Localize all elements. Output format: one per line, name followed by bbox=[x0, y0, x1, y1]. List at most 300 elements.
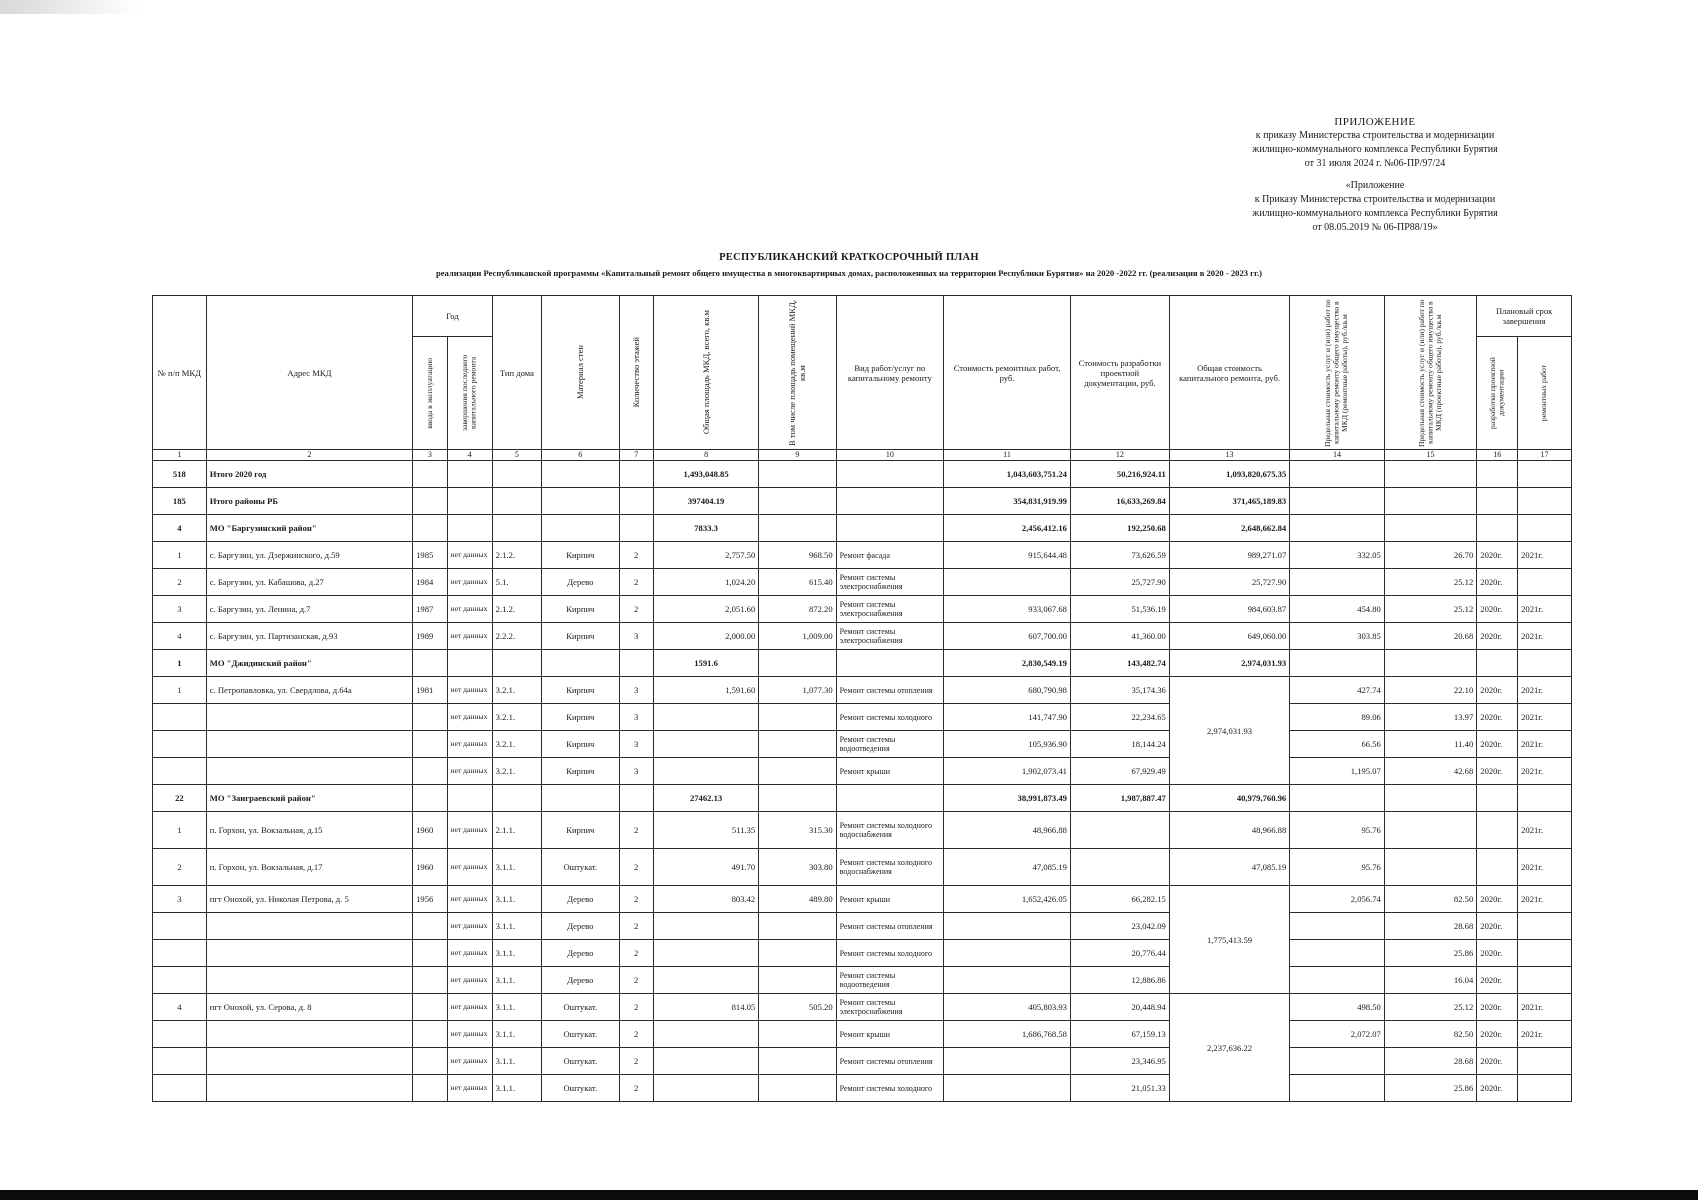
table-row bbox=[153, 1021, 1572, 1048]
cell-work-type: Ремонт системы водоотведения bbox=[836, 967, 943, 994]
cell-year-last-repair: нет данных bbox=[447, 623, 492, 650]
cell-design-cost bbox=[1070, 849, 1169, 886]
cell-deadline-design: 2020г. bbox=[1477, 758, 1518, 785]
cell-limit-design: 22.10 bbox=[1384, 677, 1476, 704]
cell-deadline-design: 2020г. bbox=[1477, 1048, 1518, 1075]
cell-deadline-design: 2020г. bbox=[1477, 542, 1518, 569]
cell-design-cost: 67,929.49 bbox=[1070, 758, 1169, 785]
column-number: 5 bbox=[492, 450, 541, 461]
cell-limit-design: 11.40 bbox=[1384, 731, 1476, 758]
cell-limit-repair: 498.50 bbox=[1290, 994, 1385, 1021]
cell-wall-material: Кирпич bbox=[542, 731, 619, 758]
cell-design-cost: 50,216,924.11 bbox=[1070, 461, 1169, 488]
cell-design-cost: 12,886.86 bbox=[1070, 967, 1169, 994]
cell-work-type: Ремонт системы отопления bbox=[836, 913, 943, 940]
cell-limit-repair: 2,072.07 bbox=[1290, 1021, 1385, 1048]
cell-total-area: 1591.6 bbox=[653, 650, 758, 677]
cell-wall-material: Оштукат. bbox=[542, 994, 619, 1021]
table-row bbox=[153, 940, 1572, 967]
cell-floors: 2 bbox=[619, 967, 653, 994]
cell-year-last-repair: нет данных bbox=[447, 967, 492, 994]
cell-work-type: Ремонт крыши bbox=[836, 758, 943, 785]
cell-year-last-repair: нет данных bbox=[447, 677, 492, 704]
cell-limit-design: 25.86 bbox=[1384, 940, 1476, 967]
cell-total-cost: 25,727.90 bbox=[1169, 569, 1289, 596]
cell-repair-cost: 405,803.93 bbox=[944, 994, 1071, 1021]
cell-house-type: 3.2.1. bbox=[492, 758, 541, 785]
cell-work-type: Ремонт системы электроснабжения bbox=[836, 596, 943, 623]
cell-deadline-repair: 2021г. bbox=[1518, 623, 1572, 650]
cell-premises-area: 615.40 bbox=[759, 569, 836, 596]
column-number: 14 bbox=[1290, 450, 1385, 461]
cell-limit-design bbox=[1384, 812, 1476, 849]
cell-deadline-design bbox=[1477, 849, 1518, 886]
table-row bbox=[153, 731, 1572, 758]
cell-house-type: 3.1.1. bbox=[492, 1021, 541, 1048]
cell-total-cost: 2,974,031.93 bbox=[1169, 677, 1289, 785]
cell-year-commission: 1984 bbox=[413, 569, 447, 596]
cell-design-cost: 25,727.90 bbox=[1070, 569, 1169, 596]
cell-year-last-repair: нет данных bbox=[447, 596, 492, 623]
cell-total-area: 2,051.60 bbox=[653, 596, 758, 623]
cell-num: 1 bbox=[153, 650, 207, 677]
cell-design-cost: 20,776.44 bbox=[1070, 940, 1169, 967]
table-row bbox=[153, 1075, 1572, 1102]
cell-total-area: 1,591.60 bbox=[653, 677, 758, 704]
cell-premises-area: 872.20 bbox=[759, 596, 836, 623]
cell-year-last-repair: нет данных bbox=[447, 913, 492, 940]
header-year-commission: ввода в эксплуатацию bbox=[424, 357, 434, 429]
cell-year-last-repair: нет данных bbox=[447, 812, 492, 849]
header-wall-material: Материал стен bbox=[575, 345, 586, 400]
cell-work-type: Ремонт системы отопления bbox=[836, 1048, 943, 1075]
cell-work-type: Ремонт системы холодного bbox=[836, 1075, 943, 1102]
header-year: Год bbox=[413, 296, 493, 337]
appendix-line: от 31 июля 2024 г. №06-ПР/97/24 bbox=[1304, 158, 1446, 169]
cell-house-type: 2.1.1. bbox=[492, 812, 541, 849]
cell-wall-material: Дерево bbox=[542, 940, 619, 967]
cell-limit-design: 82.50 bbox=[1384, 886, 1476, 913]
cell-total-area: 397404.19 bbox=[653, 488, 758, 515]
column-number: 13 bbox=[1169, 450, 1289, 461]
cell-address: с. Баргузин, ул. Партизанская, д.93 bbox=[206, 623, 412, 650]
previous-appendix-title: «Приложение bbox=[1345, 180, 1405, 191]
cell-total-cost: 989,271.07 bbox=[1169, 542, 1289, 569]
cell-wall-material: Кирпич bbox=[542, 758, 619, 785]
cell-limit-repair: 89.06 bbox=[1290, 704, 1385, 731]
cell-wall-material: Дерево bbox=[542, 886, 619, 913]
cell-work-type: Ремонт системы холодного водоснабжения bbox=[836, 812, 943, 849]
cell-wall-material: Оштукат. bbox=[542, 1021, 619, 1048]
column-number: 15 bbox=[1384, 450, 1476, 461]
cell-wall-material: Кирпич bbox=[542, 812, 619, 849]
cell-floors: 2 bbox=[619, 1048, 653, 1075]
cell-deadline-design: 2020г. bbox=[1477, 967, 1518, 994]
cell-wall-material: Дерево bbox=[542, 967, 619, 994]
cell-address: с. Баргузин, ул. Ленина, д.7 bbox=[206, 596, 412, 623]
cell-year-last-repair: нет данных bbox=[447, 940, 492, 967]
cell-deadline-design: 2020г. bbox=[1477, 596, 1518, 623]
column-number: 2 bbox=[206, 450, 412, 461]
cell-floors: 2 bbox=[619, 1021, 653, 1048]
cell-limit-design bbox=[1384, 849, 1476, 886]
cell-wall-material: Кирпич bbox=[542, 677, 619, 704]
cell-premises-area: 303.80 bbox=[759, 849, 836, 886]
cell-work-type: Ремонт системы водоотведения bbox=[836, 731, 943, 758]
cell-num: 4 bbox=[153, 623, 207, 650]
cell-deadline-repair: 2021г. bbox=[1518, 731, 1572, 758]
cell-limit-design: 28.68 bbox=[1384, 913, 1476, 940]
cell-total-area: 803.42 bbox=[653, 886, 758, 913]
cell-year-commission: 1960 bbox=[413, 849, 447, 886]
cell-design-cost: 143,482.74 bbox=[1070, 650, 1169, 677]
cell-total-area: 2,000.00 bbox=[653, 623, 758, 650]
appendix-line: жилищно-коммунального комплекса Республики Бурятия bbox=[1252, 144, 1498, 155]
cell-year-last-repair: нет данных bbox=[447, 731, 492, 758]
header-num: № п/п МКД bbox=[153, 296, 207, 450]
cell-deadline-repair: 2021г. bbox=[1518, 994, 1572, 1021]
cell-total-area: 491.70 bbox=[653, 849, 758, 886]
cell-repair-cost: 1,686,768.58 bbox=[944, 1021, 1071, 1048]
cell-house-type: 3.1.1. bbox=[492, 967, 541, 994]
cell-limit-repair: 95.76 bbox=[1290, 812, 1385, 849]
cell-floors: 2 bbox=[619, 886, 653, 913]
cell-total-cost: 649,060.00 bbox=[1169, 623, 1289, 650]
cell-deadline-design: 2020г. bbox=[1477, 704, 1518, 731]
header-repair-cost: Стоимость ремонтных работ, руб. bbox=[944, 296, 1071, 450]
table-row bbox=[153, 569, 1572, 596]
cell-year-commission: 1985 bbox=[413, 542, 447, 569]
cell-total-cost: 47,085.19 bbox=[1169, 849, 1289, 886]
cell-repair-cost: 1,043,603,751.24 bbox=[944, 461, 1071, 488]
cell-house-type: 3.1.1. bbox=[492, 1048, 541, 1075]
cell-limit-design: 25.12 bbox=[1384, 994, 1476, 1021]
table-row bbox=[153, 849, 1572, 886]
cell-repair-cost: 680,790.98 bbox=[944, 677, 1071, 704]
cell-work-type: Ремонт фасада bbox=[836, 542, 943, 569]
cell-premises-area: 315.30 bbox=[759, 812, 836, 849]
cell-limit-design: 16.04 bbox=[1384, 967, 1476, 994]
cell-year-last-repair: нет данных bbox=[447, 542, 492, 569]
cell-house-type: 3.1.1. bbox=[492, 1075, 541, 1102]
cell-deadline-design: 2020г. bbox=[1477, 677, 1518, 704]
cell-premises-area: 968.50 bbox=[759, 542, 836, 569]
cell-deadline-repair: 2021г. bbox=[1518, 812, 1572, 849]
cell-limit-design: 42.68 bbox=[1384, 758, 1476, 785]
column-number: 16 bbox=[1477, 450, 1518, 461]
header-work-type: Вид работ/услуг по капитальному ремонту bbox=[836, 296, 943, 450]
cell-limit-repair: 95.76 bbox=[1290, 849, 1385, 886]
column-number: 10 bbox=[836, 450, 943, 461]
cell-repair-cost: 1,652,426.05 bbox=[944, 886, 1071, 913]
cell-num: 4 bbox=[153, 515, 207, 542]
cell-design-cost: 41,360.00 bbox=[1070, 623, 1169, 650]
cell-repair-cost: 105,936.90 bbox=[944, 731, 1071, 758]
cell-year-last-repair: нет данных bbox=[447, 704, 492, 731]
header-premises-area: В том числе площадь помещений МКД, кв.м bbox=[787, 299, 808, 446]
cell-deadline-repair: 2021г. bbox=[1518, 542, 1572, 569]
cell-deadline-design: 2020г. bbox=[1477, 940, 1518, 967]
cell-floors: 3 bbox=[619, 731, 653, 758]
column-number: 12 bbox=[1070, 450, 1169, 461]
cell-num: 2 bbox=[153, 849, 207, 886]
cell-design-cost: 23,346.95 bbox=[1070, 1048, 1169, 1075]
column-number: 7 bbox=[619, 450, 653, 461]
cell-wall-material: Кирпич bbox=[542, 596, 619, 623]
cell-year-commission: 1987 bbox=[413, 596, 447, 623]
cell-year-last-repair: нет данных bbox=[447, 886, 492, 913]
cell-year-last-repair: нет данных bbox=[447, 849, 492, 886]
cell-deadline-design: 2020г. bbox=[1477, 1075, 1518, 1102]
cell-total-cost: 2,648,662.84 bbox=[1169, 515, 1289, 542]
cell-deadline-design: 2020г. bbox=[1477, 569, 1518, 596]
cell-deadline-design: 2020г. bbox=[1477, 886, 1518, 913]
cell-deadline-repair: 2021г. bbox=[1518, 758, 1572, 785]
cell-limit-design: 25.12 bbox=[1384, 569, 1476, 596]
cell-floors: 2 bbox=[619, 849, 653, 886]
cell-address: МО "Баргузинский район" bbox=[206, 515, 412, 542]
cell-year-commission: 1981 bbox=[413, 677, 447, 704]
cell-floors: 2 bbox=[619, 542, 653, 569]
cell-num: 1 bbox=[153, 677, 207, 704]
cell-deadline-design: 2020г. bbox=[1477, 994, 1518, 1021]
cell-house-type: 3.2.1. bbox=[492, 677, 541, 704]
cell-repair-cost bbox=[944, 569, 1071, 596]
cell-limit-design: 25.12 bbox=[1384, 596, 1476, 623]
cell-num: 3 bbox=[153, 596, 207, 623]
cell-total-cost: 1,093,820,675.35 bbox=[1169, 461, 1289, 488]
cell-num: 1 bbox=[153, 542, 207, 569]
cell-design-cost: 67,159.13 bbox=[1070, 1021, 1169, 1048]
cell-repair-cost: 48,966.88 bbox=[944, 812, 1071, 849]
column-number: 1 bbox=[153, 450, 207, 461]
cell-work-type: Ремонт системы холодного bbox=[836, 704, 943, 731]
cell-design-cost: 192,250.68 bbox=[1070, 515, 1169, 542]
cell-repair-cost: 915,644.48 bbox=[944, 542, 1071, 569]
appendix-line: к приказу Министерства строительства и модернизации bbox=[1255, 130, 1495, 141]
cell-total-area: 814.05 bbox=[653, 994, 758, 1021]
cell-limit-design: 82.50 bbox=[1384, 1021, 1476, 1048]
table-row bbox=[153, 704, 1572, 731]
header-design-cost: Стоимость разработки проектной документации, руб. bbox=[1070, 296, 1169, 450]
header-deadline-design: разработки проектной документации bbox=[1487, 357, 1506, 429]
table-row bbox=[153, 994, 1572, 1021]
cell-total-area: 27462.13 bbox=[653, 785, 758, 812]
appendix-line: от 08.05.2019 № 06-ПР88/19» bbox=[1312, 222, 1438, 233]
cell-repair-cost: 38,991,873.49 bbox=[944, 785, 1071, 812]
cell-total-area: 1,024.20 bbox=[653, 569, 758, 596]
cell-address: пгт Онохой, ул. Николая Петрова, д. 5 bbox=[206, 886, 412, 913]
cell-year-commission: 1989 bbox=[413, 623, 447, 650]
cell-year-commission: 1956 bbox=[413, 886, 447, 913]
table-row bbox=[153, 1048, 1572, 1075]
table-row bbox=[153, 542, 1572, 569]
cell-floors: 2 bbox=[619, 596, 653, 623]
cell-address: с. Баргузин, ул. Дзержинского, д.59 bbox=[206, 542, 412, 569]
cell-deadline-repair: 2021г. bbox=[1518, 596, 1572, 623]
header-year-last-repair: завершения последнего капитального ремонта bbox=[460, 354, 478, 432]
cell-repair-cost: 2,456,412.16 bbox=[944, 515, 1071, 542]
cell-house-type: 3.2.1. bbox=[492, 704, 541, 731]
cell-work-type: Ремонт системы электроснабжения bbox=[836, 569, 943, 596]
cell-house-type: 3.1.1. bbox=[492, 940, 541, 967]
cell-limit-repair: 2,056.74 bbox=[1290, 886, 1385, 913]
cell-premises-area: 489.80 bbox=[759, 886, 836, 913]
cell-wall-material: Дерево bbox=[542, 569, 619, 596]
cell-wall-material: Дерево bbox=[542, 913, 619, 940]
cell-total-cost: 2,237,636.22 bbox=[1169, 994, 1289, 1102]
cell-floors: 2 bbox=[619, 913, 653, 940]
cell-deadline-design: 2020г. bbox=[1477, 913, 1518, 940]
cell-design-cost: 66,282.15 bbox=[1070, 886, 1169, 913]
column-number: 9 bbox=[759, 450, 836, 461]
cell-wall-material: Кирпич bbox=[542, 704, 619, 731]
cell-total-cost: 371,465,189.83 bbox=[1169, 488, 1289, 515]
cell-limit-repair: 66.56 bbox=[1290, 731, 1385, 758]
table-row bbox=[153, 967, 1572, 994]
cell-deadline-repair bbox=[1518, 569, 1572, 596]
cell-house-type: 3.1.1. bbox=[492, 913, 541, 940]
cell-deadline-repair: 2021г. bbox=[1518, 886, 1572, 913]
scan-edge bbox=[0, 1190, 1698, 1200]
document-subtitle: реализации Республиканской программы «Капитальный ремонт общего имущества в многоквартирных домах, расположенных на территории Республики Бурятия» на 2020 -2022 гг. (реализация в 2020 - 2023 гг.) bbox=[435, 268, 1263, 278]
cell-address: МО "Заиграевский район" bbox=[206, 785, 412, 812]
cell-wall-material: Оштукат. bbox=[542, 849, 619, 886]
appendix-header bbox=[1150, 115, 1600, 235]
table-row-district-zaigraevo bbox=[153, 785, 1572, 812]
cell-limit-repair: 303.85 bbox=[1290, 623, 1385, 650]
cell-house-type: 3.1.1. bbox=[492, 886, 541, 913]
table-row bbox=[153, 623, 1572, 650]
cell-work-type: Ремонт системы холодного bbox=[836, 940, 943, 967]
table-row bbox=[153, 886, 1572, 913]
cell-repair-cost: 141,747.90 bbox=[944, 704, 1071, 731]
cell-limit-repair bbox=[1290, 569, 1385, 596]
cell-house-type: 3.2.1. bbox=[492, 731, 541, 758]
cell-year-last-repair: нет данных bbox=[447, 1075, 492, 1102]
appendix-line: к Приказу Министерства строительства и модернизации bbox=[1254, 194, 1496, 205]
cell-floors: 2 bbox=[619, 812, 653, 849]
cell-wall-material: Кирпич bbox=[542, 623, 619, 650]
cell-repair-cost: 47,085.19 bbox=[944, 849, 1071, 886]
cell-wall-material: Оштукат. bbox=[542, 1075, 619, 1102]
table-row-districts-total bbox=[153, 488, 1572, 515]
column-number: 11 bbox=[944, 450, 1071, 461]
column-number: 4 bbox=[447, 450, 492, 461]
cell-floors: 2 bbox=[619, 940, 653, 967]
cell-total-area: 1,493,048.85 bbox=[653, 461, 758, 488]
cell-address: с. Баргузин, ул. Кабашова, д.27 bbox=[206, 569, 412, 596]
cell-total-cost: 40,979,760.96 bbox=[1169, 785, 1289, 812]
cell-design-cost: 18,144.24 bbox=[1070, 731, 1169, 758]
cell-floors: 3 bbox=[619, 677, 653, 704]
cell-deadline-design: 2020г. bbox=[1477, 731, 1518, 758]
cell-work-type: Ремонт крыши bbox=[836, 1021, 943, 1048]
header-deadline-repair: ремонтных работ bbox=[1539, 364, 1549, 422]
cell-design-cost: 16,633,269.84 bbox=[1070, 488, 1169, 515]
plan-table bbox=[152, 295, 1572, 1102]
cell-floors: 3 bbox=[619, 704, 653, 731]
cell-num: 185 bbox=[153, 488, 207, 515]
table-row-total-2020 bbox=[153, 461, 1572, 488]
cell-work-type: Ремонт системы холодного водоснабжения bbox=[836, 849, 943, 886]
cell-limit-repair: 427.74 bbox=[1290, 677, 1385, 704]
document-title: РЕСПУБЛИКАНСКИЙ КРАТКОСРОЧНЫЙ ПЛАН bbox=[719, 252, 979, 263]
cell-design-cost: 1,987,887.47 bbox=[1070, 785, 1169, 812]
cell-year-last-repair: нет данных bbox=[447, 1021, 492, 1048]
cell-num: 518 bbox=[153, 461, 207, 488]
cell-limit-design: 20.68 bbox=[1384, 623, 1476, 650]
table-row bbox=[153, 913, 1572, 940]
cell-year-last-repair: нет данных bbox=[447, 569, 492, 596]
cell-deadline-repair: 2021г. bbox=[1518, 849, 1572, 886]
cell-year-commission: 1960 bbox=[413, 812, 447, 849]
header-row bbox=[153, 296, 1572, 337]
cell-num: 2 bbox=[153, 569, 207, 596]
cell-deadline-repair: 2021г. bbox=[1518, 1021, 1572, 1048]
cell-total-cost: 48,966.88 bbox=[1169, 812, 1289, 849]
header-address: Адрес МКД bbox=[206, 296, 412, 450]
cell-work-type: Ремонт крыши bbox=[836, 886, 943, 913]
cell-design-cost: 73,626.59 bbox=[1070, 542, 1169, 569]
header-total-cost: Общая стоимость капитального ремонта, руб. bbox=[1169, 296, 1289, 450]
header-floors: Количество этажей bbox=[631, 337, 642, 408]
cell-work-type: Ремонт системы отопления bbox=[836, 677, 943, 704]
cell-deadline-repair: 2021г. bbox=[1518, 677, 1572, 704]
cell-repair-cost: 1,902,073.41 bbox=[944, 758, 1071, 785]
cell-num: 4 bbox=[153, 994, 207, 1021]
table-row-district-barguzin bbox=[153, 515, 1572, 542]
cell-design-cost: 51,536.19 bbox=[1070, 596, 1169, 623]
cell-total-cost: 1,775,413.59 bbox=[1169, 886, 1289, 994]
column-number: 6 bbox=[542, 450, 619, 461]
header-limit-design: Предельная стоимость услуг и (или) работ по капитальному ремонту общего имущества в МКД (проектные работы), руб./кв.м bbox=[1416, 298, 1443, 447]
cell-deadline-repair: 2021г. bbox=[1518, 704, 1572, 731]
cell-address: п. Горхон, ул. Вокзальная, д.17 bbox=[206, 849, 412, 886]
column-number-row bbox=[153, 450, 1572, 461]
header-limit-repair: Предельная стоимость услуг и (или) работ по капитальному ремонту общего имущества в МКД (ремонтные работы), руб./кв.м bbox=[1323, 298, 1350, 447]
cell-wall-material: Кирпич bbox=[542, 542, 619, 569]
column-number: 17 bbox=[1518, 450, 1572, 461]
cell-num: 22 bbox=[153, 785, 207, 812]
cell-wall-material: Оштукат. bbox=[542, 1048, 619, 1075]
cell-design-cost: 21,051.33 bbox=[1070, 1075, 1169, 1102]
cell-address: п. Горхон, ул. Вокзальная, д.15 bbox=[206, 812, 412, 849]
cell-limit-design: 26.70 bbox=[1384, 542, 1476, 569]
cell-premises-area: 1,077.30 bbox=[759, 677, 836, 704]
table-row bbox=[153, 596, 1572, 623]
cell-house-type: 5.1. bbox=[492, 569, 541, 596]
cell-floors: 2 bbox=[619, 1075, 653, 1102]
cell-address: пгт Онохой, ул. Серова, д. 8 bbox=[206, 994, 412, 1021]
table-row-district-dzhida bbox=[153, 650, 1572, 677]
cell-num: 3 bbox=[153, 886, 207, 913]
cell-year-last-repair: нет данных bbox=[447, 758, 492, 785]
column-number: 8 bbox=[653, 450, 758, 461]
cell-total-area: 7833.3 bbox=[653, 515, 758, 542]
cell-house-type: 2.1.2. bbox=[492, 596, 541, 623]
cell-premises-area: 1,009.00 bbox=[759, 623, 836, 650]
cell-address: с. Петропавловка, ул. Свердлова, д.64а bbox=[206, 677, 412, 704]
cell-design-cost: 23,042.09 bbox=[1070, 913, 1169, 940]
cell-design-cost: 35,174.36 bbox=[1070, 677, 1169, 704]
header-deadline: Плановый срок завершения bbox=[1477, 296, 1572, 337]
cell-house-type: 2.1.2. bbox=[492, 542, 541, 569]
cell-repair-cost: 933,067.68 bbox=[944, 596, 1071, 623]
cell-work-type: Ремонт системы электроснабжения bbox=[836, 623, 943, 650]
cell-floors: 3 bbox=[619, 623, 653, 650]
cell-repair-cost: 607,700.00 bbox=[944, 623, 1071, 650]
